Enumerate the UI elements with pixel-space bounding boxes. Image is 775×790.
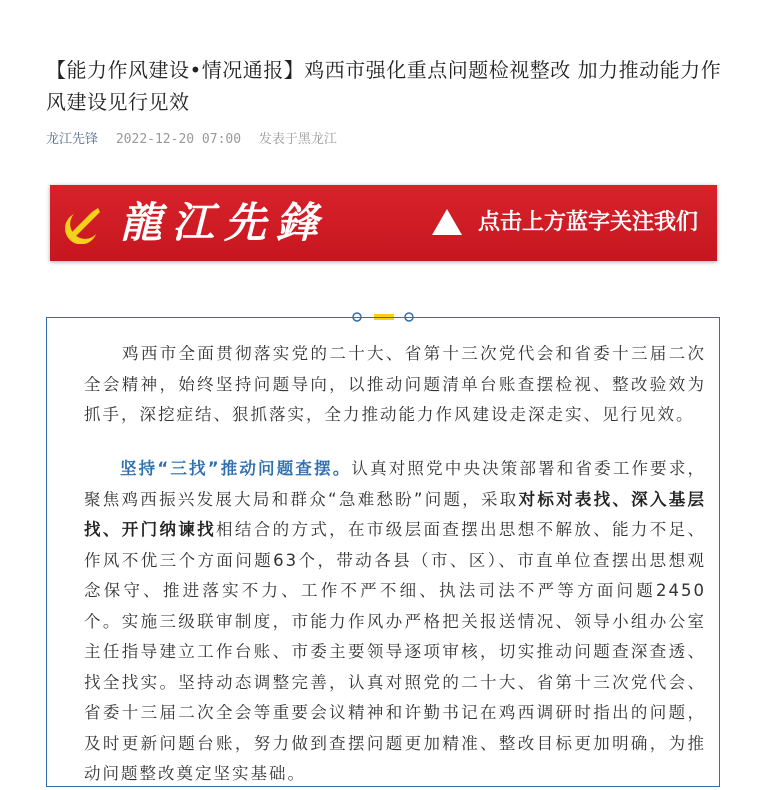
author-link[interactable]: 龙江先锋 [46,132,99,147]
section-text-part2: 相结合的方式，在市级层面查摆出思想不解放、能力不足、作风不优三个方面问题63个，带动各县（市、区）、市直单位查摆出思想观念保守、推进落实不力、工作不严不细、执法司法不严等方面问题2450个。实施三级联审制度，市能力作风办严格把关报送情况、领导小组办公室主任指导建立工作台账、市委主要领导逐项审核，切实推动问题查深查透、找全找实。坚持动态调整完善，认真对照党的二十大、省第十三次党代会、省委十三届二次全会等重要会议精神和许勤书记在鸡西调研时指出的问题，及时更新问题台账，努力做到查摆问题更加精准、整改目标更加明确，为推动问题整改奠定坚实基础。 [84,520,706,783]
article-meta [46,128,337,147]
article-title: 【能力作风建设•情况通报】鸡西市强化重点问题检视整改 加力推动能力作风建设见行见效 [46,58,722,114]
section-bold-text: 对标对表找、深入基层找、开门纳谏找 [84,489,706,539]
follow-prompt[interactable]: 点击上方蓝字关注我们 [478,209,699,235]
section-text-part1: 认真对照党中央决策部署和省委工作要求，聚焦鸡西振兴发展大局和群众“急难愁盼”问题，采取 [84,459,706,509]
publish-location: 发表于黑龙江 [258,132,337,147]
publish-date: 2022-12-20 07:00 [115,132,242,147]
triangle-up-icon [430,207,464,237]
brand-logo-text: 龍江先鋒 [120,198,329,247]
brand-banner[interactable] [50,185,717,261]
paragraph-section [84,454,706,790]
paragraph-intro [84,339,706,431]
party-emblem-icon [64,202,106,244]
section-heading: 坚持“三找”推动问题查摆。 [120,459,352,478]
paragraph-intro-text: 鸡西市全面贯彻落实党的二十大、省第十三次党代会和省委十三届二次全会精神，始终坚持问题导向，以推动问题清单台账查摆检视、整改验效为抓手，深挖症结、狠抓落实，全力推动能力作风建设走深走实、见行见效。 [84,344,706,424]
